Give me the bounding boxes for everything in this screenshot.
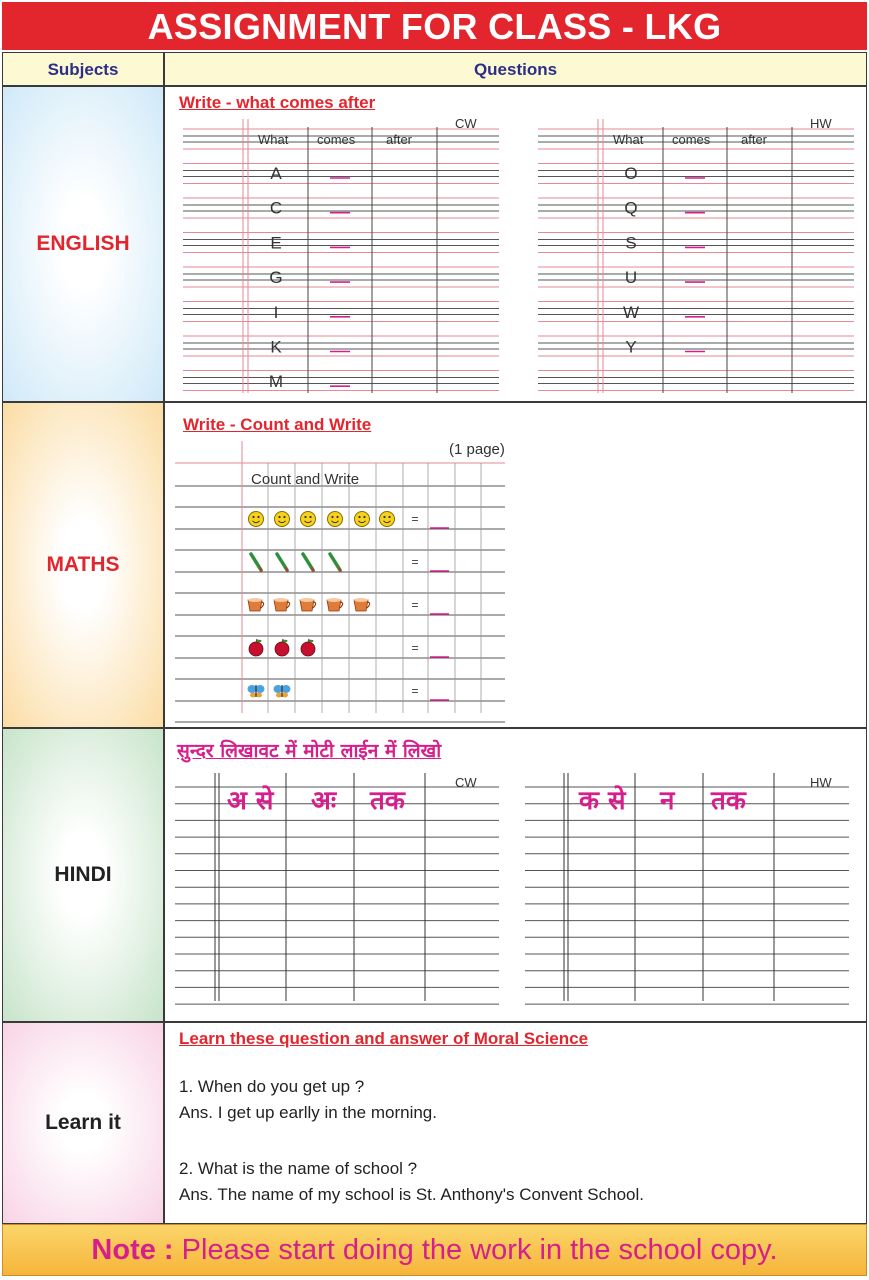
- hindi-subject-label: HINDI: [2, 728, 164, 1022]
- english-cw-label: CW: [455, 116, 477, 131]
- cup-icon: [300, 598, 316, 611]
- smiley-icon: [249, 512, 264, 527]
- answer-1: Ans. I get up earlly in the morning.: [179, 1103, 437, 1122]
- pencil-icon: [303, 554, 314, 572]
- english-cw-letter: E: [270, 233, 282, 253]
- english-hw-letter: W: [622, 302, 640, 322]
- equals-sign: =: [411, 684, 419, 698]
- maths-subject-label: MATHS: [2, 402, 164, 728]
- butterfly-icon: [274, 685, 291, 698]
- hindi-worksheet: [165, 729, 867, 1022]
- maths-pages-note: (1 page): [449, 441, 505, 458]
- hindi-question-cell: [164, 728, 867, 1022]
- equals-sign: =: [411, 598, 419, 612]
- hindi-hw-word-3: तक: [711, 786, 746, 816]
- questions-header: Questions: [164, 52, 867, 86]
- column-header-comes: comes: [317, 132, 356, 147]
- hindi-cw-word-2: अः: [311, 786, 337, 816]
- pencil-icon: [277, 554, 288, 572]
- english-hw-letter: U: [624, 268, 638, 288]
- equals-sign: =: [411, 641, 419, 655]
- english-hw-grid: [538, 119, 854, 393]
- answer-2: Ans. The name of my school is St. Anthony's Convent School.: [179, 1185, 645, 1204]
- note-label: Note :: [91, 1234, 174, 1266]
- english-cw-grid: [183, 119, 499, 393]
- pencil-icon: [251, 554, 262, 572]
- learn-heading: Learn these question and answer of Moral Science: [179, 1029, 589, 1048]
- column-header-after: after: [386, 132, 413, 147]
- english-cw-letter: G: [269, 268, 283, 288]
- apple-icon: [275, 639, 289, 656]
- apple-icon: [249, 639, 263, 656]
- hindi-cw-label: CW: [455, 775, 477, 790]
- english-hw-letter: Y: [625, 337, 637, 357]
- smiley-icon: [355, 512, 370, 527]
- maths-items: [248, 512, 450, 701]
- hindi-cw-grid: [175, 773, 499, 1004]
- hindi-cw-word-3: तक: [370, 786, 405, 816]
- smiley-icon: [275, 512, 290, 527]
- cup-icon: [248, 598, 264, 611]
- english-worksheet: [165, 87, 867, 402]
- english-question-cell: [164, 86, 867, 402]
- maths-question-cell: [164, 402, 867, 728]
- english-hw-letter: Q: [624, 198, 638, 218]
- column-header-comes: comes: [672, 132, 711, 147]
- butterfly-icon: [248, 685, 265, 698]
- english-hw-label: HW: [810, 116, 832, 131]
- page-title: ASSIGNMENT FOR CLASS - LKG: [2, 2, 867, 50]
- maths-heading: Write - Count and Write: [183, 415, 372, 434]
- english-subject-label: ENGLISH: [2, 86, 164, 402]
- english-cw-letter: K: [270, 337, 282, 357]
- english-hw-letter: S: [625, 233, 637, 253]
- cup-icon: [274, 598, 290, 611]
- apple-icon: [301, 639, 315, 656]
- equals-sign: =: [411, 512, 419, 526]
- smiley-icon: [380, 512, 395, 527]
- note-banner: [2, 1224, 867, 1276]
- cup-icon: [354, 598, 370, 611]
- learn-question-cell: [164, 1022, 867, 1224]
- note-text: Please start doing the work in the school copy.: [181, 1234, 778, 1266]
- hindi-heading: सुन्दर लिखावट में मोटी लाईन में लिखो: [177, 740, 442, 762]
- hindi-hw-grid: [525, 773, 849, 1004]
- cup-icon: [327, 598, 343, 611]
- english-hw-letter: O: [624, 164, 638, 183]
- question-1: 1. When do you get up ?: [179, 1077, 365, 1096]
- question-2: 2. What is the name of school ?: [179, 1159, 418, 1178]
- hindi-hw-word-2: न: [660, 786, 675, 816]
- english-cw-letter: C: [269, 198, 283, 218]
- english-cw-letter: I: [273, 302, 279, 322]
- maths-worksheet: [165, 403, 867, 728]
- column-header-what: What: [613, 132, 644, 147]
- smiley-icon: [328, 512, 343, 527]
- hindi-cw-word-1: अ से: [227, 786, 274, 816]
- english-heading: Write - what comes after: [179, 93, 376, 112]
- column-header-what: What: [258, 132, 289, 147]
- hindi-hw-label: HW: [810, 775, 832, 790]
- equals-sign: =: [411, 555, 419, 569]
- english-cw-letter: A: [270, 164, 282, 183]
- column-header-after: after: [741, 132, 768, 147]
- smiley-icon: [301, 512, 316, 527]
- subjects-header: Subjects: [2, 52, 164, 86]
- pencil-icon: [330, 554, 341, 572]
- english-cw-letter: M: [268, 372, 284, 392]
- learn-subject-label: Learn it: [2, 1022, 164, 1224]
- maths-grid-title: Count and Write: [251, 471, 360, 488]
- hindi-hw-word-1: क से: [579, 786, 626, 816]
